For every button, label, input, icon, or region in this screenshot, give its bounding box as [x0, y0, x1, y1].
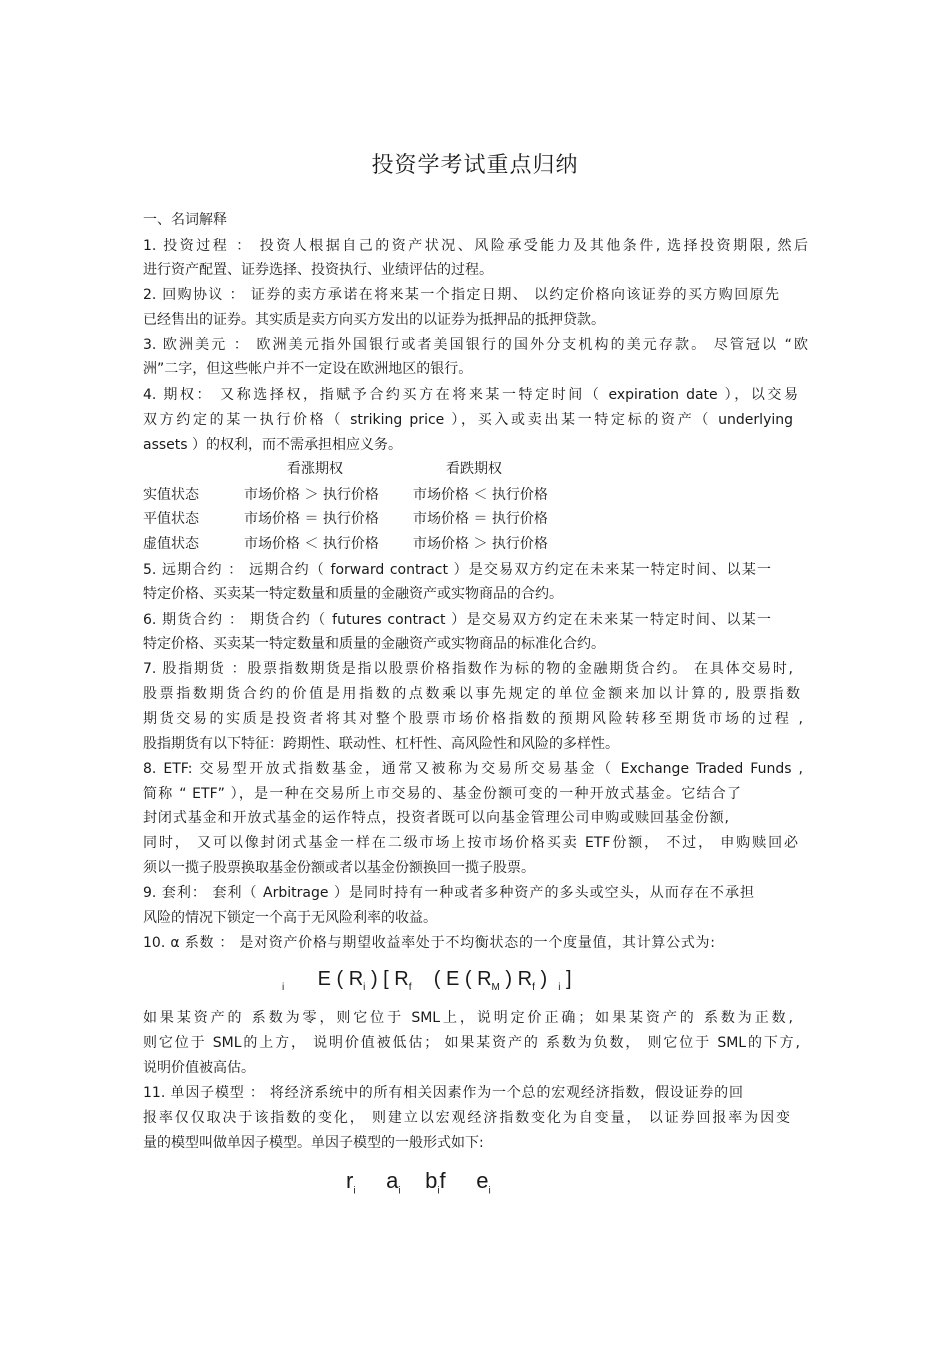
- text-line: 股票指数期货合约的价值是用指数的点数乘以事先规定的单位金额来加以计算的, 股票指数: [143, 686, 800, 702]
- table-cell-call: 市场价格 ＝ 执行价格: [244, 511, 379, 527]
- text-line: 1. 投资过程 ： 投资人根据自己的资产状况、风险承受能力及其他条件, 选择投资期限, 然后: [143, 238, 808, 254]
- table-row-label: 虚值状态: [143, 536, 199, 552]
- text-line: 股指期货有以下特征：跨期性、联动性、杠杆性、高风险性和风险的多样性。: [143, 736, 619, 752]
- text-line: 7. 股指期货 ：股票指数期货是指以股票价格指数作为标的物的金融期货合约。 在具体交易时,: [143, 661, 793, 677]
- text-line: 封闭式基金和开放式基金的运作特点，投资者既可以向基金管理公司申购或赎回基金份额,: [143, 810, 729, 826]
- text-line: 3. 欧洲美元 ： 欧洲美元指外国银行或者美国银行的国外分支机构的美元存款。 尽管冠以 “欧: [143, 337, 808, 353]
- table-cell-call: 市场价格 ＞ 执行价格: [244, 487, 379, 503]
- formula-subscript: i: [363, 982, 366, 993]
- table-row-label: 实值状态: [143, 487, 199, 503]
- single-factor-formula: [346, 1168, 491, 1196]
- text-line: 说明价值被高估。: [143, 1060, 255, 1076]
- section-heading: 一、名词解释: [143, 212, 227, 228]
- text-line: 9. 套利： 套利（ Arbitrage ）是同时持有一种或者多种资产的多头或空头，从而存在不承担: [143, 885, 754, 901]
- text-line: 6. 期货合约 ： 期货合约（ futures contract ）是交易双方约定在未来某一特定时间、以某一: [143, 612, 771, 628]
- alpha-formula: [282, 968, 572, 993]
- table-row-label: 平值状态: [143, 511, 199, 527]
- formula-term: ) R: [505, 968, 533, 990]
- formula-term: E ( R: [317, 968, 364, 990]
- formula-term: ( E ( R: [433, 968, 492, 990]
- formula-term: e: [476, 1168, 489, 1193]
- text-line: 2. 回购协议 ： 证券的卖方承诺在将来某一个指定日期、 以约定价格向该证券的买方购回原先: [143, 287, 779, 303]
- formula-subscript: f: [532, 982, 535, 993]
- text-line: 11. 单因子模型 ： 将经济系统中的所有相关因素作为一个总的宏观经济指数，假设证券的回: [143, 1085, 743, 1101]
- formula-subscript: i: [558, 982, 561, 993]
- text-line: 进行资产配置、证券选择、投资执行、业绩评估的过程。: [143, 262, 493, 278]
- table-cell-put: 市场价格 ＞ 执行价格: [413, 536, 548, 552]
- text-line: 期货交易的实质是投资者将其对整个股票市场价格指数的预期风险转移至期货市场的过程 ,: [143, 711, 803, 727]
- formula-subscript: i: [353, 1185, 356, 1197]
- formula-term: r: [346, 1168, 354, 1193]
- text-line: 洲”二字，但这些帐户并不一定设在欧洲地区的银行。: [143, 361, 473, 377]
- text-line: 4. 期权： 又称选择权，指赋予合约买方在将来某一特定时间（ expiration date ），以交易: [143, 387, 798, 403]
- formula-term: ): [540, 968, 548, 990]
- text-line: 简称 “ ETF” ），是一种在交易所上市交易的、基金份额可变的一种开放式基金。它结合了: [143, 786, 741, 802]
- text-line: 则它位于 SML的上方， 说明价值被低估； 如果某资产的 系数为负数， 则它位于 SML的下方,: [143, 1035, 800, 1051]
- text-line: 量的模型叫做单因子模型。单因子模型的一般形式如下:: [143, 1135, 484, 1151]
- text-line: 报率仅仅取决于该指数的变化， 则建立以宏观经济指数变化为自变量， 以证券回报率为因变: [143, 1110, 790, 1126]
- document-title: 投资学考试重点归纳: [371, 153, 579, 178]
- formula-term: a: [386, 1168, 399, 1193]
- formula-subscript: i: [488, 1185, 491, 1197]
- text-line: 风险的情况下锁定一个高于无风险利率的收益。: [143, 910, 437, 926]
- text-line: 8. ETF: 交易型开放式指数基金，通常又被称为交易所交易基金（ Exchange Traded Funds ,: [143, 761, 803, 777]
- text-line: 双方约定的某一执行价格（ striking price ），买入或卖出某一特定标的资产（ underlying: [143, 412, 793, 428]
- text-line: 5. 远期合约 ： 远期合约（ forward contract ）是交易双方约定在未来某一特定时间、以某一: [143, 562, 771, 578]
- text-line: assets ）的权利，而不需承担相应义务。: [143, 437, 403, 453]
- text-line: 须以一揽子股票换取基金份额或者以基金份额换回一揽子股票。: [143, 860, 535, 876]
- table-cell-put: 市场价格 ＜ 执行价格: [413, 487, 548, 503]
- table-header-call: 看涨期权: [287, 461, 343, 477]
- formula-term: ) [ R: [370, 968, 409, 990]
- text-line: 特定价格、买卖某一特定数量和质量的金融资产或实物商品的合约。: [143, 586, 563, 602]
- formula-term: ]: [566, 968, 572, 990]
- text-line: 同时， 又可以像封闭式基金一样在二级市场上按市场价格买卖 ETF份额， 不过， 申购赎回必: [143, 835, 798, 851]
- formula-term: b: [425, 1168, 438, 1193]
- table-cell-call: 市场价格 ＜ 执行价格: [244, 536, 379, 552]
- text-line: 已经售出的证券。其实质是卖方向买方发出的以证券为抵押品的抵押贷款。: [143, 312, 605, 328]
- text-line: 如果某资产的 系数为零，则它位于 SML上，说明定价正确；如果某资产的 系数为正数,: [143, 1010, 793, 1026]
- text-line: 特定价格、买卖某一特定数量和质量的金融资产或实物商品的标准化合约。: [143, 636, 605, 652]
- formula-subscript: i: [398, 1185, 401, 1197]
- formula-subscript: f: [408, 982, 412, 993]
- formula-subscript: M: [491, 982, 500, 993]
- table-header-put: 看跌期权: [446, 461, 502, 477]
- formula-term: f: [439, 1168, 446, 1193]
- text-line: 10. α 系数 ： 是对资产价格与期望收益率处于不均衡状态的一个度量值，其计算公式为:: [143, 935, 715, 951]
- formula-subscript: i: [437, 1185, 440, 1197]
- table-cell-put: 市场价格 ＝ 执行价格: [413, 511, 548, 527]
- formula-subscript: i: [282, 982, 285, 993]
